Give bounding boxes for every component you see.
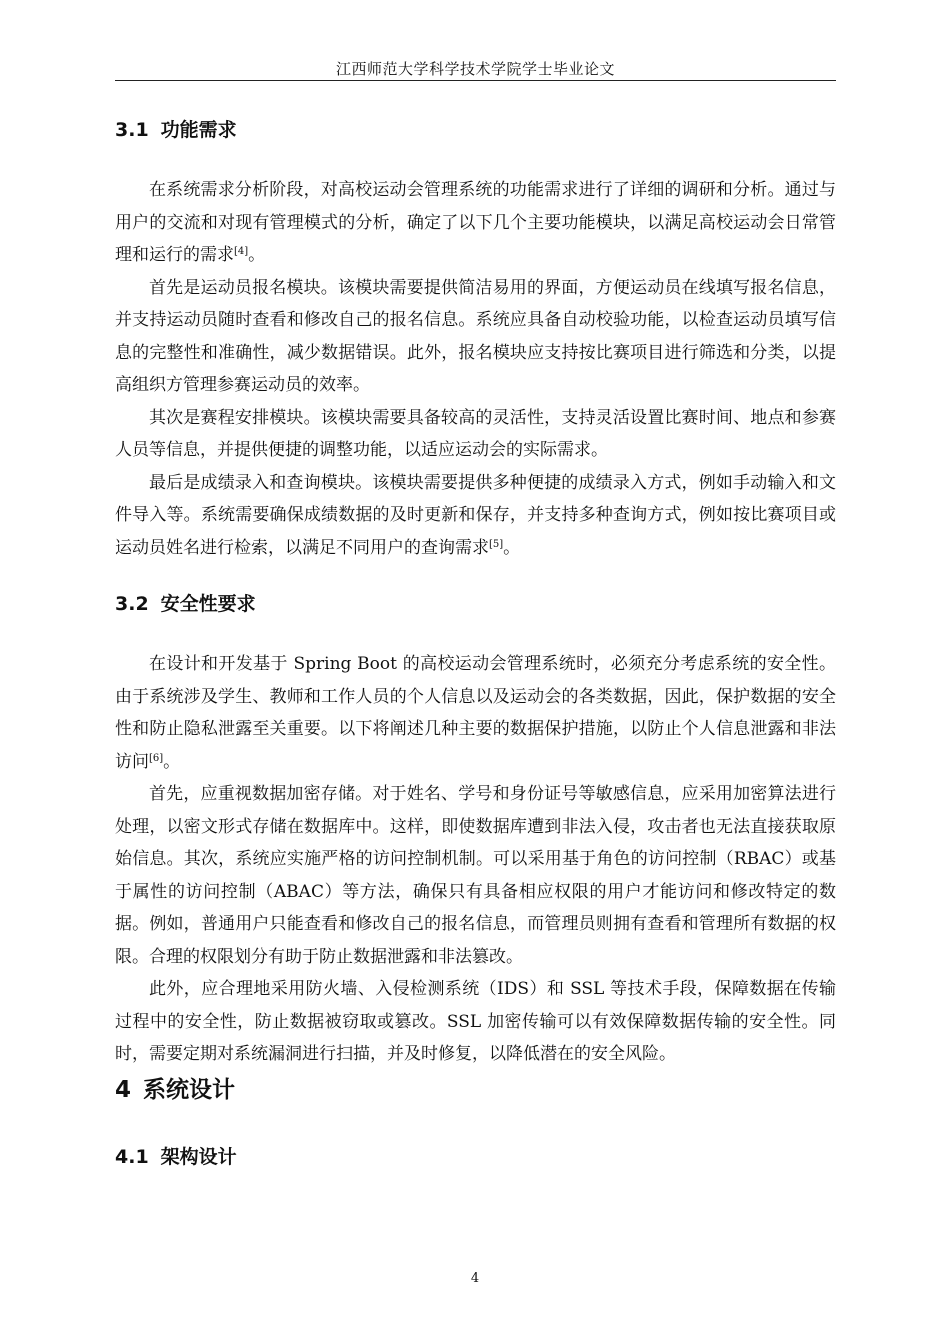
section-title: 架构设计 xyxy=(160,1145,237,1168)
header-rule xyxy=(115,80,836,81)
running-header: 江西师范大学科学技术学院学士毕业论文 xyxy=(335,60,615,78)
section-number: 4.1 xyxy=(115,1145,149,1168)
citation: [6] xyxy=(149,752,164,764)
page-content xyxy=(115,112,836,1175)
chapter-heading-4 xyxy=(115,1071,836,1109)
paragraph: 此外，应合理地采用防火墙、入侵检测系统（IDS）和 SSL 等技术手段，保障数据在传输过程中的安全性，防止数据被窃取或篡改。SSL 加密传输可以有效保障数据传输的安全性。同时，需要定期对系统漏洞进行扫描，并及时修复，以降低潜在的安全风险。 xyxy=(115,979,836,1064)
paragraph-text: 。 xyxy=(503,537,521,558)
section-title: 功能需求 xyxy=(160,119,237,141)
citation: [5] xyxy=(489,538,504,550)
paragraph-text: 最后是成绩录入和查询模块。该模块需要提供多种便捷的成绩录入方式，例如手动输入和文件导入等。系统需要确保成绩数据的及时更新和保存，并支持多种查询方式，例如按比赛项目或运动员姓名进行检索，以满足不同用户的查询需求 xyxy=(115,472,836,558)
paragraph: 首先是运动员报名模块。该模块需要提供简洁易用的界面，方便运动员在线填写报名信息，并支持运动员随时查看和修改自己的报名信息。系统应具备自动校验功能，以检查运动员填写信息的完整性和准确性，减少数据错误。此外，报名模块应支持按比赛项目进行筛选和分类，以提高组织方管理参赛运动员的效率。 xyxy=(115,277,836,395)
paragraph-text: 。 xyxy=(248,245,266,265)
section-heading-4-1 xyxy=(115,1139,836,1175)
section-number: 3.1 xyxy=(115,119,149,141)
paragraph-text: 在设计和开发基于 Spring Boot 的高校运动会管理系统时，必须充分考虑系统的安全性。由于系统涉及学生、教师和工作人员的个人信息以及运动会的各类数据，因此，保护数据的安全性和防止隐私泄露至关重要。以下将阐述几种主要的数据保护措施，以防止个人信息泄露和非法访问 xyxy=(115,654,836,772)
paragraph xyxy=(115,174,836,272)
paragraph xyxy=(115,648,836,778)
section-heading-3-2 xyxy=(115,586,836,622)
paragraph-text: 在系统需求分析阶段，对高校运动会管理系统的功能需求进行了详细的调研和分析。通过与用户的交流和对现有管理模式的分析，确定了以下几个主要功能模块，以满足高校运动会日常管理和运行的需求 xyxy=(115,180,836,265)
section-title: 安全性要求 xyxy=(160,593,256,615)
paragraph: 其次是赛程安排模块。该模块需要具备较高的灵活性，支持灵活设置比赛时间、地点和参赛人员等信息，并提供便捷的调整功能，以适应运动会的实际需求。 xyxy=(115,407,836,460)
page-number: 4 xyxy=(470,1271,480,1286)
paragraph xyxy=(115,467,836,565)
section-number: 3.2 xyxy=(115,593,149,615)
paragraph-text: 。 xyxy=(163,751,181,772)
chapter-title: 系统设计 xyxy=(143,1076,236,1103)
citation: [4] xyxy=(234,246,249,257)
chapter-number: 4 xyxy=(115,1076,132,1103)
section-heading-3-1 xyxy=(115,112,836,148)
paragraph: 首先，应重视数据加密存储。对于姓名、学号和身份证号等敏感信息，应采用加密算法进行处理，以密文形式存储在数据库中。这样，即使数据库遭到非法入侵，攻击者也无法直接获取原始信息。其次，系统应实施严格的访问控制机制。可以采用基于角色的访问控制（RBAC）或基于属性的访问控制（ABAC）等方法，确保只有具备相应权限的用户才能访问和修改特定的数据。例如，普通用户只能查看和修改自己的报名信息，而管理员则拥有查看和管理所有数据的权限。合理的权限划分有助于防止数据泄露和非法篡改。 xyxy=(115,784,836,967)
